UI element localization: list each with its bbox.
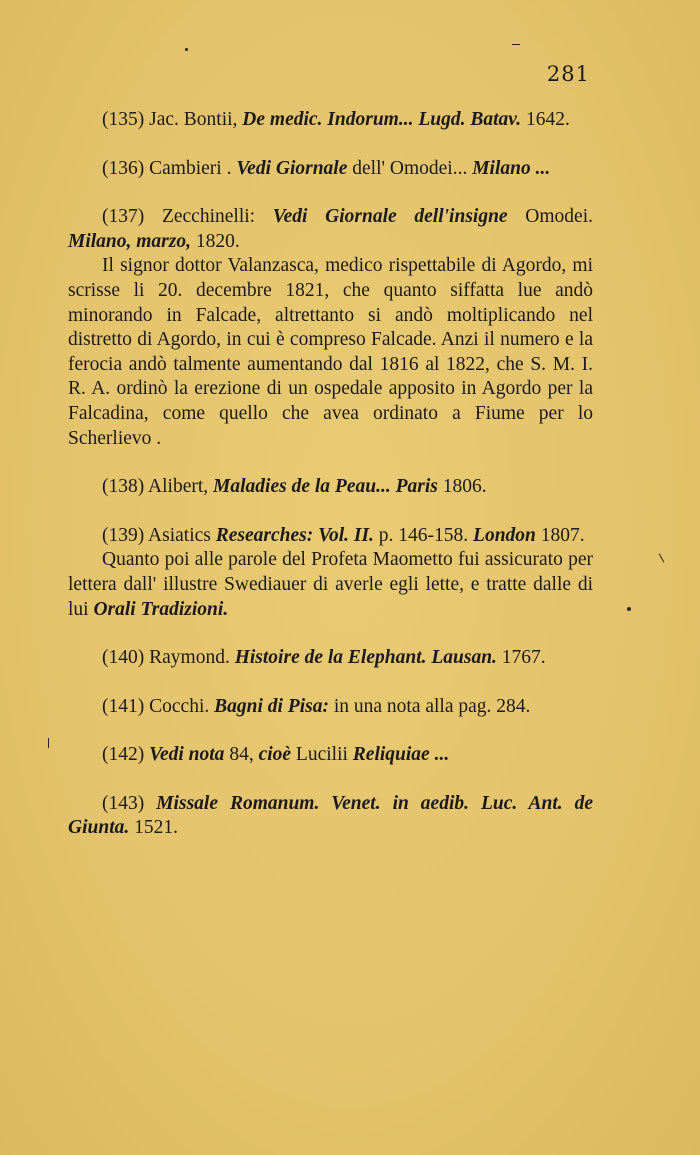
italic-text: London bbox=[473, 524, 536, 546]
footnote-number: (139) bbox=[102, 524, 145, 546]
footnote-citation bbox=[68, 205, 593, 254]
note-text: dell' Omodei... bbox=[347, 157, 473, 179]
footnote-number: (142) bbox=[102, 744, 145, 766]
note-text: Cocchi. bbox=[144, 695, 215, 717]
note-text: Lucilii bbox=[291, 744, 353, 766]
note-text: 1642. bbox=[521, 109, 570, 130]
italic-text: Vedi nota bbox=[149, 744, 225, 766]
italic-text: Maladies de la Peau... Paris bbox=[213, 476, 438, 498]
footnote-number: (135) bbox=[102, 109, 145, 130]
italic-text: Milano ... bbox=[472, 157, 551, 179]
footnote-number: (136) bbox=[102, 157, 145, 179]
italic-text: De medic. Indorum... Lugd. Batav. bbox=[242, 109, 522, 130]
note-text: 84, bbox=[224, 744, 259, 766]
footnote bbox=[68, 646, 593, 671]
footnote-citation bbox=[68, 108, 593, 133]
note-text: 1767. bbox=[496, 647, 546, 669]
footnote-citation bbox=[68, 695, 593, 720]
footnote-citation bbox=[68, 157, 593, 182]
italic-text: cioè bbox=[258, 744, 292, 766]
note-text: 1521. bbox=[129, 817, 178, 839]
italic-text: Reliquiae ... bbox=[352, 744, 450, 766]
note-text: 1807. bbox=[535, 524, 585, 546]
italic-text: Missale Romanum. Venet. in aedib. Luc. Ant. de Giunta. bbox=[68, 792, 594, 839]
italic-text: Orali Tradizioni. bbox=[93, 598, 229, 620]
footnote bbox=[68, 205, 593, 451]
footnote-number: (137) bbox=[102, 206, 145, 228]
footnote bbox=[68, 475, 593, 500]
footnote-body bbox=[68, 548, 593, 622]
paper-speck bbox=[185, 48, 188, 51]
note-text: Zecchinelli: bbox=[144, 206, 273, 228]
note-text: Quanto poi alle parole del Profeta Maometto fui assicurato per lettera dall' illustre Swediauer di averle egli lette, e tratte dalle di lui bbox=[68, 549, 593, 620]
footnote-citation bbox=[68, 743, 593, 768]
footnote bbox=[68, 695, 593, 720]
italic-text: Researches: Vol. II. bbox=[215, 524, 374, 546]
footnote-number: (140) bbox=[102, 647, 145, 669]
footnote-number: (141) bbox=[102, 695, 145, 717]
paper-speck bbox=[627, 607, 631, 611]
footnote bbox=[68, 157, 593, 182]
footnote bbox=[68, 108, 593, 133]
note-text: Jac. Bontii, bbox=[144, 109, 243, 130]
footnote-citation bbox=[68, 524, 593, 549]
footnote-citation bbox=[68, 475, 593, 500]
footnote bbox=[68, 743, 593, 768]
footnote-citation bbox=[68, 792, 593, 841]
note-text bbox=[144, 793, 156, 814]
footnote-citation bbox=[68, 646, 593, 671]
paper-speck bbox=[512, 44, 520, 45]
note-text: Cambieri . bbox=[144, 157, 237, 179]
italic-text: Milano, marzo, bbox=[68, 230, 191, 252]
note-text: Alibert, bbox=[144, 476, 214, 498]
italic-text: Bagni di Pisa: bbox=[214, 695, 329, 717]
note-text: Raymond. bbox=[144, 647, 235, 669]
note-text: in una nota alla pag. 284. bbox=[328, 695, 531, 717]
note-text: 1820. bbox=[191, 230, 240, 252]
footnote-number: (138) bbox=[102, 476, 145, 498]
note-text: p. 146-158. bbox=[373, 524, 474, 546]
footnote bbox=[68, 792, 593, 841]
paper-speck bbox=[48, 738, 49, 748]
italic-text: Histoire de la Elephant. Lausan. bbox=[234, 647, 497, 669]
footnote-number: (143) bbox=[102, 792, 145, 814]
italic-text: Vedi Giornale dell'insigne bbox=[272, 206, 508, 228]
footnote bbox=[68, 524, 593, 622]
italic-text: Vedi Giornale bbox=[236, 157, 348, 179]
footnote-body: Il signor dottor Valanzasca, medico rispettabile di Agordo, mi scrisse li 20. decembre 1821, che quanto siffatta lue andò minorando in Falcade, altrettanto si andò moltiplicando nel distretto di Agordo, in cui è compreso Falcade. Anzi il numero e la ferocia andò talmente aumentando dal 1816 al 1822, che S. M. I. R. A. ordinò la erezione di un ospedale apposito in Agordo per la Falcadina, come quello che avea ordinato a Fiume per lo Scherlievo . bbox=[68, 255, 593, 449]
note-text: Asiatics bbox=[144, 524, 216, 546]
page-number: 281 bbox=[546, 62, 590, 86]
note-text: Omodei. bbox=[507, 206, 593, 228]
footnotes bbox=[68, 108, 593, 865]
paper-speck bbox=[659, 553, 665, 562]
note-text: 1806. bbox=[437, 476, 487, 498]
